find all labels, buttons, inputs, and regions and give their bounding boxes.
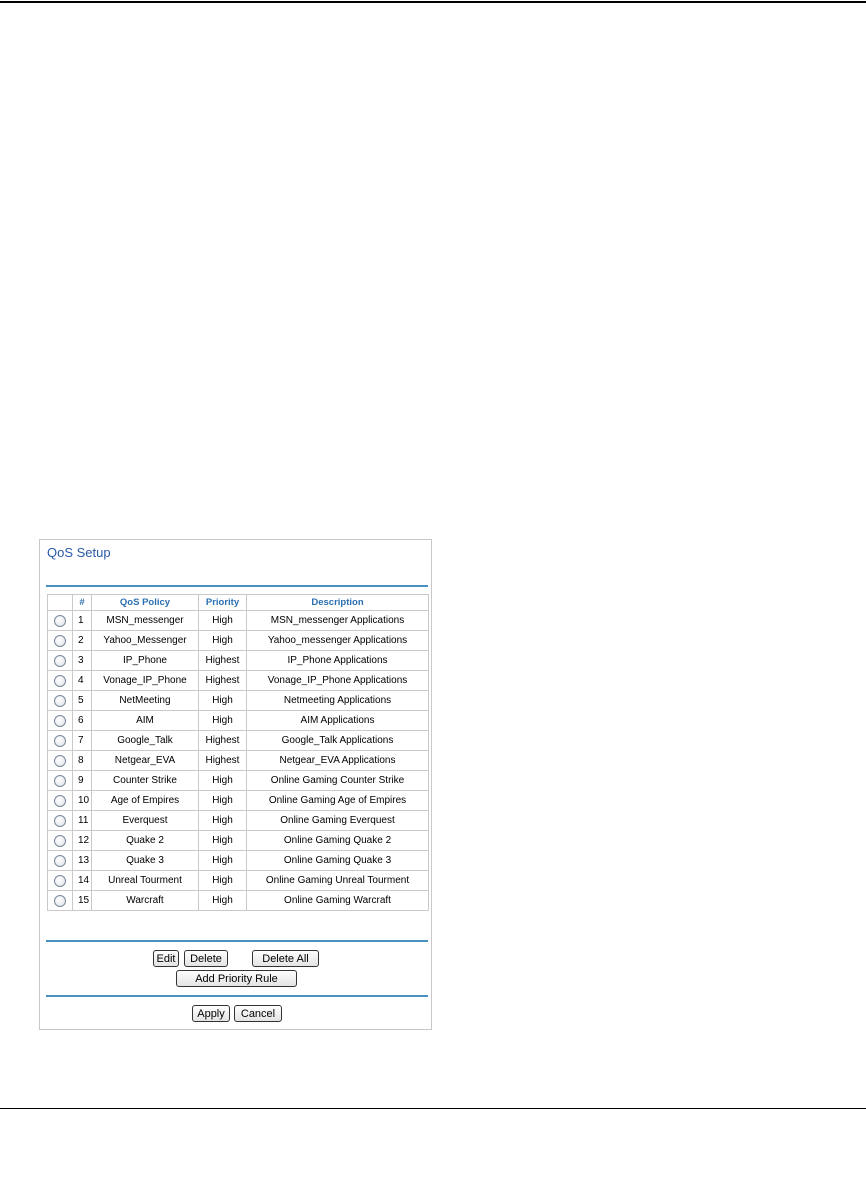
add-priority-rule-button[interactable]: Add Priority Rule bbox=[176, 970, 297, 987]
row-select-cell bbox=[48, 631, 73, 651]
table-row bbox=[48, 871, 429, 891]
delete-button[interactable]: Delete bbox=[184, 950, 228, 967]
row-priority: High bbox=[199, 871, 247, 891]
row-qos-policy: Yahoo_Messenger bbox=[92, 631, 199, 651]
row-select-radio[interactable] bbox=[54, 875, 66, 887]
row-description: MSN_messenger Applications bbox=[247, 611, 429, 631]
row-description: Vonage_IP_Phone Applications bbox=[247, 671, 429, 691]
table-row bbox=[48, 631, 429, 651]
row-select-cell bbox=[48, 811, 73, 831]
row-select-radio[interactable] bbox=[54, 895, 66, 907]
row-priority: High bbox=[199, 771, 247, 791]
row-description: Online Gaming Warcraft bbox=[247, 891, 429, 911]
row-number: 7 bbox=[73, 731, 92, 751]
table-header-row bbox=[48, 595, 429, 611]
row-qos-policy: Quake 2 bbox=[92, 831, 199, 851]
row-select-cell bbox=[48, 691, 73, 711]
row-select-cell bbox=[48, 791, 73, 811]
title-divider bbox=[46, 585, 428, 587]
row-description: Online Gaming Everquest bbox=[247, 811, 429, 831]
row-description: Online Gaming Age of Empires bbox=[247, 791, 429, 811]
row-qos-policy: Warcraft bbox=[92, 891, 199, 911]
row-select-cell bbox=[48, 831, 73, 851]
edit-button[interactable]: Edit bbox=[153, 950, 179, 967]
row-select-cell bbox=[48, 711, 73, 731]
row-description: Online Gaming Counter Strike bbox=[247, 771, 429, 791]
row-description: Google_Talk Applications bbox=[247, 731, 429, 751]
row-priority: High bbox=[199, 791, 247, 811]
qos-setup-panel bbox=[39, 539, 432, 1030]
qos-policy-column-header: QoS Policy bbox=[92, 595, 199, 611]
table-row bbox=[48, 811, 429, 831]
table-row bbox=[48, 771, 429, 791]
table-row bbox=[48, 791, 429, 811]
table-row bbox=[48, 831, 429, 851]
row-number: 5 bbox=[73, 691, 92, 711]
row-priority: High bbox=[199, 611, 247, 631]
row-number: 13 bbox=[73, 851, 92, 871]
row-select-radio[interactable] bbox=[54, 855, 66, 867]
select-column-header bbox=[48, 595, 73, 611]
row-description: Online Gaming Quake 3 bbox=[247, 851, 429, 871]
row-select-radio[interactable] bbox=[54, 695, 66, 707]
number-column-header: # bbox=[73, 595, 92, 611]
table-row bbox=[48, 611, 429, 631]
action-divider bbox=[46, 995, 428, 997]
row-priority: High bbox=[199, 811, 247, 831]
apply-button[interactable]: Apply bbox=[192, 1005, 230, 1022]
row-number: 11 bbox=[73, 811, 92, 831]
row-number: 15 bbox=[73, 891, 92, 911]
row-description: AIM Applications bbox=[247, 711, 429, 731]
row-priority: High bbox=[199, 691, 247, 711]
row-number: 6 bbox=[73, 711, 92, 731]
row-description: Yahoo_messenger Applications bbox=[247, 631, 429, 651]
row-select-cell bbox=[48, 891, 73, 911]
row-priority: High bbox=[199, 851, 247, 871]
row-select-radio[interactable] bbox=[54, 675, 66, 687]
row-select-radio[interactable] bbox=[54, 835, 66, 847]
row-priority: Highest bbox=[199, 671, 247, 691]
row-select-radio[interactable] bbox=[54, 715, 66, 727]
row-qos-policy: NetMeeting bbox=[92, 691, 199, 711]
table-row bbox=[48, 651, 429, 671]
qos-policy-table bbox=[47, 594, 429, 911]
description-column-header: Description bbox=[247, 595, 429, 611]
row-select-radio[interactable] bbox=[54, 655, 66, 667]
table-row bbox=[48, 891, 429, 911]
row-select-radio[interactable] bbox=[54, 615, 66, 627]
row-qos-policy: AIM bbox=[92, 711, 199, 731]
row-priority: Highest bbox=[199, 651, 247, 671]
table-row bbox=[48, 711, 429, 731]
row-select-cell bbox=[48, 651, 73, 671]
table-row bbox=[48, 691, 429, 711]
row-qos-policy: Vonage_IP_Phone bbox=[92, 671, 199, 691]
row-select-cell bbox=[48, 771, 73, 791]
row-qos-policy: Unreal Tourment bbox=[92, 871, 199, 891]
row-qos-policy: Netgear_EVA bbox=[92, 751, 199, 771]
page-title: QoS Setup bbox=[47, 545, 111, 560]
row-priority: High bbox=[199, 831, 247, 851]
row-number: 4 bbox=[73, 671, 92, 691]
row-select-radio[interactable] bbox=[54, 775, 66, 787]
row-select-cell bbox=[48, 751, 73, 771]
row-description: Online Gaming Unreal Tourment bbox=[247, 871, 429, 891]
table-row bbox=[48, 731, 429, 751]
row-select-cell bbox=[48, 851, 73, 871]
row-select-radio[interactable] bbox=[54, 755, 66, 767]
row-priority: Highest bbox=[199, 751, 247, 771]
table-divider bbox=[46, 940, 428, 942]
row-number: 9 bbox=[73, 771, 92, 791]
row-number: 14 bbox=[73, 871, 92, 891]
row-select-cell bbox=[48, 731, 73, 751]
row-number: 10 bbox=[73, 791, 92, 811]
row-priority: High bbox=[199, 891, 247, 911]
row-qos-policy: Google_Talk bbox=[92, 731, 199, 751]
row-qos-policy: IP_Phone bbox=[92, 651, 199, 671]
row-number: 3 bbox=[73, 651, 92, 671]
row-description: Netmeeting Applications bbox=[247, 691, 429, 711]
row-qos-policy: Counter Strike bbox=[92, 771, 199, 791]
priority-column-header: Priority bbox=[199, 595, 247, 611]
row-select-cell bbox=[48, 611, 73, 631]
row-description: Online Gaming Quake 2 bbox=[247, 831, 429, 851]
delete-all-button[interactable]: Delete All bbox=[252, 950, 319, 967]
row-select-radio[interactable] bbox=[54, 735, 66, 747]
page-bottom-rule bbox=[0, 1108, 866, 1109]
row-qos-policy: Age of Empires bbox=[92, 791, 199, 811]
table-row bbox=[48, 851, 429, 871]
table-row bbox=[48, 751, 429, 771]
row-description: IP_Phone Applications bbox=[247, 651, 429, 671]
row-select-radio[interactable] bbox=[54, 635, 66, 647]
page-top-rule bbox=[0, 1, 866, 3]
row-qos-policy: Quake 3 bbox=[92, 851, 199, 871]
row-priority: High bbox=[199, 711, 247, 731]
row-qos-policy: MSN_messenger bbox=[92, 611, 199, 631]
row-number: 8 bbox=[73, 751, 92, 771]
row-select-cell bbox=[48, 671, 73, 691]
row-priority: High bbox=[199, 631, 247, 651]
row-select-radio[interactable] bbox=[54, 795, 66, 807]
row-qos-policy: Everquest bbox=[92, 811, 199, 831]
row-description: Netgear_EVA Applications bbox=[247, 751, 429, 771]
table-row bbox=[48, 671, 429, 691]
row-select-cell bbox=[48, 871, 73, 891]
cancel-button[interactable]: Cancel bbox=[234, 1005, 282, 1022]
row-number: 1 bbox=[73, 611, 92, 631]
row-select-radio[interactable] bbox=[54, 815, 66, 827]
row-number: 12 bbox=[73, 831, 92, 851]
row-priority: Highest bbox=[199, 731, 247, 751]
row-number: 2 bbox=[73, 631, 92, 651]
